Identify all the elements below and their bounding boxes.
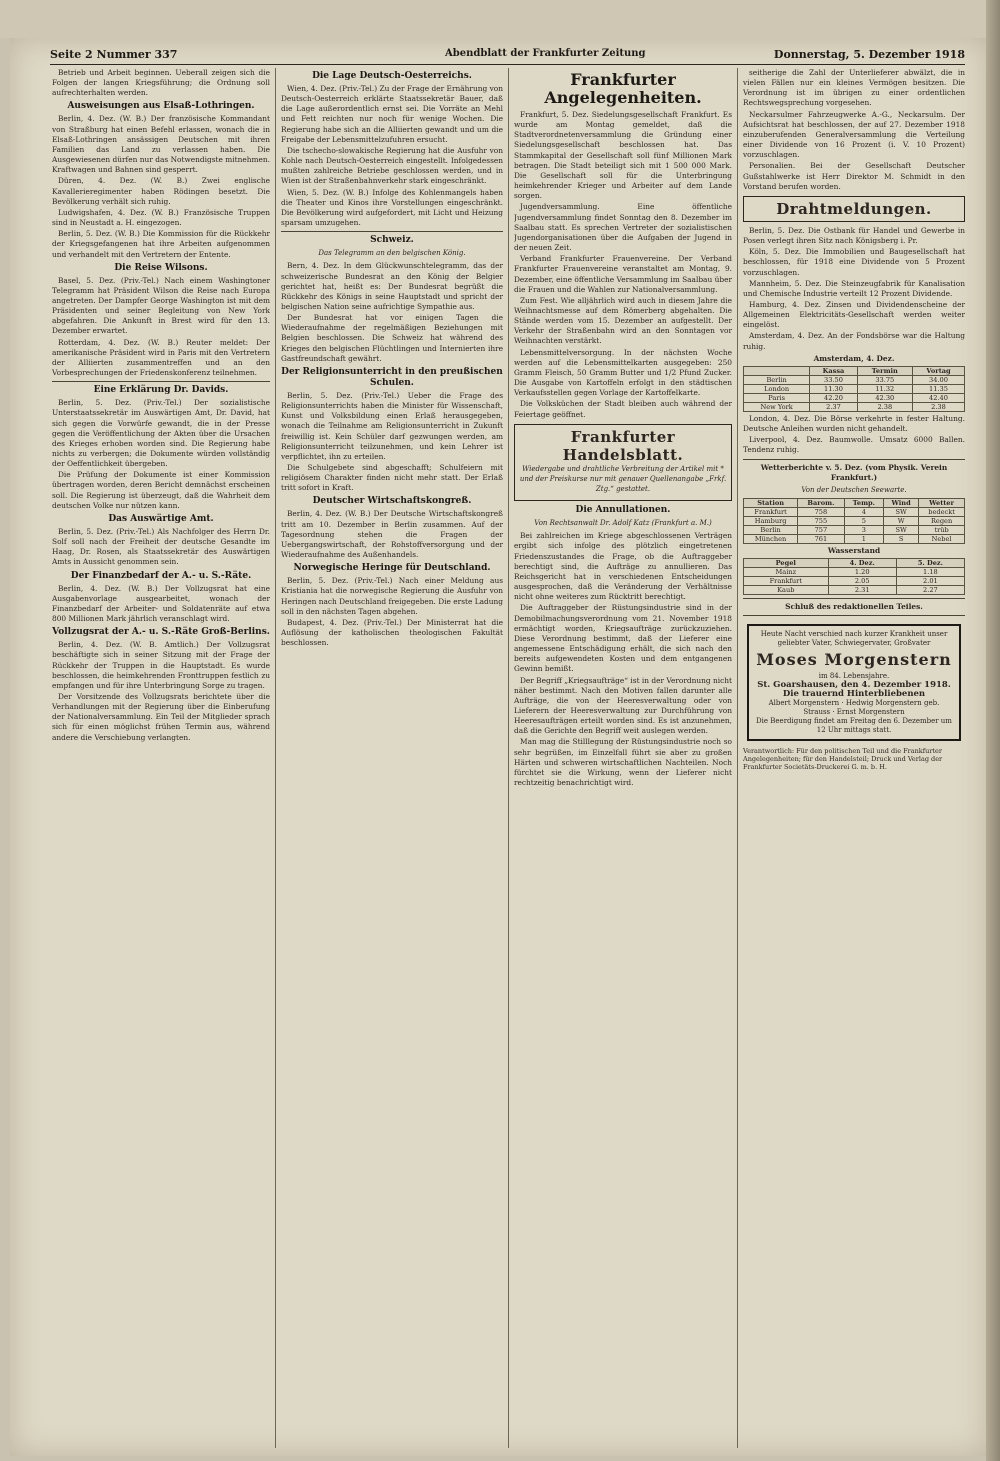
- section-banner-title: Drahtmeldungen.: [776, 199, 932, 218]
- article-text: Berlin, 5. Dez. (W. B.) Die Kommission für die Rückkehr der Kriegsgefangenen hat ihre Arbeiten aufgenommen und verhandelt mit den Vertretern der Entente.: [52, 229, 270, 259]
- section-banner: [514, 424, 732, 501]
- article-heading: Der Religionsunterricht in den preußischen Schulen.: [281, 366, 503, 388]
- article-text: Berlin, 4. Dez. (W. B.) Der Vollzugsrat hat eine Ausgabenvorlage ausgearbeitet, wonach der Finanzbedarf der Arbeiter- und Soldatenräte auf etwa 800 Millionen Mark jährlich veranschlagt wird.: [52, 583, 270, 624]
- table-cell: 2.27: [896, 586, 964, 595]
- table-cell: London: [744, 384, 810, 393]
- article-text: London, 4. Dez. Die Börse verkehrte in fester Haltung. Deutsche Anleihen wurden nicht gehandelt.: [743, 413, 965, 434]
- article-text: Wien, 4. Dez. (Priv.-Tel.) Zu der Frage der Ernährung von Deutsch-Oesterreich erklärte Staatssekretär Bauer, daß die Lage außerordentlich ernst sei. Die Vorräte an Mehl und Fett reichten nur noch für wenige Wochen. Die Regierung habe sich an die Alliierten gewandt und um die Freigabe der Lebensmittelzufuhren ersucht.: [281, 84, 503, 144]
- article-text: Die tschecho-slowakische Regierung hat die Ausfuhr von Kohle nach Deutsch-Oesterreich eingestellt. Infolgedessen mußten zahlreiche Betriebe geschlossen werden, und in Wien ist der Straßenbahnverkehr stark eingeschränkt.: [281, 145, 503, 186]
- death-notice-place: St. Goarshausen, den 4. Dezember 1918.: [757, 680, 951, 691]
- table-row: [744, 577, 965, 586]
- table-row: [744, 384, 965, 393]
- table-title: Amsterdam, 4. Dez.: [813, 353, 895, 363]
- article-heading: Das Auswärtige Amt.: [108, 513, 214, 524]
- table-row: [744, 508, 965, 517]
- death-notice-mourners: Die trauernd Hinterbliebenen: [782, 689, 926, 700]
- article-text: Berlin, 5. Dez. (Priv.-Tel.) Nach einer Meldung aus Kristiania hat die norwegische Regierung die Ausfuhr von Heringen nach Deutschland freigegeben. Die erste Ladung soll in den nächsten Tagen abgehen.: [281, 576, 503, 616]
- table-header-cell: Station: [744, 499, 798, 508]
- article-text: Rotterdam, 4. Dez. (W. B.) Reuter meldet: Der amerikanische Präsident wird in Paris mit den Vertretern der Alliierten zusammentreffen und an den Vorbesprechungen der Friedenskonferenz teilnehmen.: [52, 337, 270, 378]
- table-cell: 3: [844, 526, 883, 535]
- table-cell: 11.32: [857, 384, 912, 393]
- article-heading: Deutscher Wirtschaftskongreß.: [312, 496, 472, 507]
- table-cell: Berlin: [744, 526, 798, 535]
- table-header-cell: Temp.: [844, 499, 883, 508]
- weather-heading: Wetterberichte v. 5. Dez. (vom Physik. Verein Frankfurt.): [760, 462, 948, 482]
- table-cell: Mainz: [744, 568, 829, 577]
- article-heading: Die Annullationen.: [575, 505, 671, 516]
- article-text: seitherige die Zahl der Unterlieferer abwälzt, die in vielen Fällen nur ein kleines Vermögen besitzen. Die Verordnung ist im übrigen zu einer ordentlichen Rechtswegsprechung vorgesehen.: [743, 68, 965, 108]
- table-cell: SW: [884, 526, 919, 535]
- issue-date: Donnerstag, 5. Dezember 1918: [773, 48, 965, 61]
- article-text: Man mag die Stilllegung der Rüstungsindustrie noch so sehr begrüßen, im Einzelfall führt sie aber zu großen Härten und schweren wirtschaftlichen Nachteilen. Noch fürchtet sie die Wirkung, wenn der Lieferer nicht rechtzeitig benachrichtigt wird.: [514, 737, 732, 788]
- table-cell: bedeckt: [919, 508, 965, 517]
- table-header-cell: Termin: [857, 366, 912, 375]
- table-cell: Kaub: [744, 586, 829, 595]
- table-header-row: [744, 366, 965, 375]
- table-row: [744, 393, 965, 402]
- article-text: Basel, 5. Dez. (Priv.-Tel.) Nach einem Washingtoner Telegramm hat Präsident Wilson die Reise nach Europa angetreten. Der Dampfer George Washington ist mit dem Präsidenten und seiner Begleitung von New York abgefahren. Die Ankunft in Brest wird für den 13. Dezember erwartet.: [52, 275, 270, 336]
- masthead: Abendblatt der Frankfurter Zeitung: [445, 48, 646, 59]
- table-header-cell: Barom.: [798, 499, 844, 508]
- article-heading: Der Finanzbedarf der A.- u. S.-Räte.: [70, 570, 252, 581]
- table-cell: 33.75: [857, 375, 912, 384]
- article-text: Der Vorsitzende des Vollzugsrats berichtete über die Verhandlungen mit der Regierung über die Einberufung der Nationalversammlung. Ein Teil der Mitglieder sprach sich für einen möglichst frühen Termin aus, während andere die Verschiebung verlangten.: [52, 691, 270, 742]
- article-text: Berlin, 5. Dez. (Priv.-Tel.) Als Nachfolger des Herrn Dr. Solf soll nach der Freiheit der deutsche Gesandte im Haag, Dr. Rosen, als Staatssekretär des Auswärtigen Amts in Aussicht genommen sein.: [52, 526, 270, 567]
- table-cell: Frankfurt: [744, 508, 798, 517]
- article-text: Der Bundesrat hat vor einigen Tagen die Wiederaufnahme der regelmäßigen Beziehungen mit Belgien beschlossen. Die Schweiz hat während des Krieges den belgischen Flüchtlingen und Internierten ihre Gastfreundschaft gewährt.: [281, 313, 503, 363]
- column-4: [743, 68, 965, 1453]
- table-header-cell: Wind: [884, 499, 919, 508]
- table-cell: W: [884, 517, 919, 526]
- article-heading: Eine Erklärung Dr. Davids.: [93, 385, 229, 396]
- article-text: Zum Fest. Wie alljährlich wird auch in diesem Jahre die Weihnachtsmesse auf dem Römerberg abgehalten. Die Stände werden vom 15. Dezember an aufgestellt. Der Verkehr der Straßenbahn wird an den Sonntagen vor Weihnachten verstärkt.: [514, 295, 732, 346]
- table-row: [744, 535, 965, 544]
- table-cell: Paris: [744, 393, 810, 402]
- article-text: Berlin, 5. Dez. Die Ostbank für Handel und Gewerbe in Posen verlegt ihren Sitz nach Königsberg i. Pr.: [743, 225, 965, 246]
- article-subheading: Das Telegramm an den belgischen König.: [318, 249, 466, 258]
- article-text: Berlin, 4. Dez. (W. B.) Der französische Kommandant von Straßburg hat einen Befehl erlassen, wonach die in Elsaß-Lothringen ansässigen Deutschen mit ihren Familien das Land zu verlassen haben. Die Ausgewiesenen dürfen nur das Notwendigste mitnehmen. Kraftwagen und Bahnen sind gesperrt.: [52, 114, 270, 175]
- binding-edge: [986, 0, 1000, 1461]
- section-banner: [743, 196, 965, 222]
- table-cell: 1.18: [896, 568, 964, 577]
- divider: [281, 231, 503, 232]
- article-text: Berlin, 5. Dez. (Priv.-Tel.) Der sozialistische Unterstaatssekretär im Auswärtigen Amt, Dr. David, hat sich gegen die Vorwürfe gewandt, die in der Presse gegen die Veröffentlichung der Akten über die Ursachen des Krieges erhoben worden sind. Die Regierung habe nichts zu verbergen; die Dokumente würden vollständig der Oeffentlichkeit übergeben.: [52, 398, 270, 469]
- death-notice-name: Moses Morgenstern: [756, 650, 952, 670]
- article-text: Frankfurt, 5. Dez. Siedelungsgesellschaft Frankfurt. Es wurde am Montag gemeldet, daß die Stadtverordnetenversammlung die Gründung einer Siedelungsgesellschaft beschlossen hat. Das Stammkapital der Gesellschaft soll fünf Millionen Mark betragen. Die Stadt beteiligt sich mit 1 500 000 Mark. Die Gesellschaft soll für die Unterbringung heimkehrender Krieger und Arbeiter auf dem Lande sorgen.: [514, 110, 732, 201]
- article-text: Berlin, 4. Dez. (W. B. Amtlich.) Der Vollzugsrat beschäftigte sich in seiner Sitzung mit der Frage der Rückkehr der Truppen in die Hauptstadt. Es wurde beschlossen, die heimkehrenden Fronttruppen festlich zu empfangen und für ihre Unterbringung Sorge zu tragen.: [52, 640, 270, 690]
- article-text: Bern, 4. Dez. In dem Glückwunschtelegramm, das der schweizerische Bundesrat an den König der Belgier gerichtet hat, heißt es: Der Bundesrat begrüßt die Rückkehr des Königs in seine Hauptstadt und spricht der belgischen Nation seine aufrichtige Sympathie aus.: [281, 261, 503, 311]
- table-row: [744, 568, 965, 577]
- table-cell: Regen: [919, 517, 965, 526]
- death-notice-relatives: Albert Morgenstern · Hedwig Morgenstern geb. Strauss · Ernst Morgenstern: [768, 699, 940, 717]
- death-notice-burial: Die Beerdigung findet am Freitag den 6. Dezember um 12 Uhr mittags statt.: [756, 717, 952, 735]
- table-row: [744, 402, 965, 411]
- article-heading: Die Lage Deutsch-Oesterreichs.: [312, 71, 472, 81]
- article-text: Hamburg, 4. Dez. Zinsen und Dividendenscheine der Allgemeinen Elektricitäts-Gesellschaft werden weiter eingelöst.: [743, 299, 965, 330]
- water-level-table: [743, 558, 965, 595]
- weather-table: [743, 498, 965, 544]
- article-text: Lebensmittelversorgung. In der nächsten Woche werden auf die Lebensmittelkarten ausgegeben: 250 Gramm Fleisch, 50 Gramm Butter und 1/2 Pfund Zucker. Die Ausgabe von Kartoffeln erfolgt in den städtischen Verkaufsstellen gegen Vorlage der Kartoffelkarte.: [514, 347, 732, 398]
- table-cell: 42.30: [857, 393, 912, 402]
- article-text: Verband Frankfurter Frauenvereine. Der Verband Frankfurter Frauenvereine veranstaltet am Montag, 9. Dezember, eine öffentliche Versammlung im Saalbau über die Frauen und die Wahlen zur Nationalversammlung.: [514, 254, 732, 294]
- table-cell: 2.38: [857, 402, 912, 411]
- page-header: [50, 46, 965, 65]
- article-text: Budapest, 4. Dez. (Priv.-Tel.) Der Ministerrat hat die Auflösung der katholischen theologischen Fakultät beschlossen.: [281, 617, 503, 648]
- table-row: [744, 526, 965, 535]
- article-text: Köln, 5. Dez. Die Immobilien und Baugesellschaft hat beschlossen, für 1918 eine Dividende von 5 Prozent vorzuschlagen.: [743, 247, 965, 277]
- death-notice: [747, 624, 961, 741]
- article-text: Wien, 5. Dez. (W. B.) Infolge des Kohlenmangels haben die Theater und Kinos ihre Vorstellungen eingeschränkt. Die Bevölkerung wird aufgefordert, mit Licht und Heizung sparsam umzugehen.: [281, 187, 503, 228]
- article-text: Personalien. Bei der Gesellschaft Deutscher Gußstahlwerke ist Herr Direktor M. Schmidt in den Vorstand berufen worden.: [743, 161, 965, 191]
- table-cell: 42.20: [810, 393, 857, 402]
- article-heading: Vollzugsrat der A.- u. S.-Räte Groß-Berlins.: [52, 627, 270, 638]
- table-cell: 11.30: [810, 384, 857, 393]
- table-row: [744, 517, 965, 526]
- column-rule: [508, 68, 509, 1448]
- divider: [743, 459, 965, 460]
- article-heading: Schweiz.: [370, 235, 414, 246]
- article-text: Berlin, 5. Dez. (Priv.-Tel.) Ueber die Frage des Religionsunterrichts haben die Minister für Wissenschaft, Kunst und Volksbildung einen Erlaß herausgegeben, wonach die Teilnahme am Religionsunterricht in Zukunft freiwillig ist. Kein Schüler darf gezwungen werden, am Religionsunterricht teilzunehmen, und kein Lehrer ist verpflichtet, ihn zu erteilen.: [281, 390, 503, 461]
- article-heading: Die Reise Wilsons.: [114, 262, 208, 273]
- column-2: [281, 68, 503, 1453]
- table-cell: 5: [844, 517, 883, 526]
- article-heading: Norwegische Heringe für Deutschland.: [293, 563, 491, 574]
- article-text: Bei zahlreichen im Kriege abgeschlossenen Verträgen ergibt sich infolge des plötzlich eingetretenen Friedenszustandes die Frage, ob die Auftraggeber berechtigt sind, die Aufträge zu annullieren. Das Reichsgericht hat in verschiedenen Entscheidungen ausgesprochen, daß die Veränderung der Verhältnisse nicht ohne weiteres zum Rücktritt berechtigt.: [514, 531, 732, 602]
- editorial-end-line: Schluß des redaktionellen Teiles.: [785, 602, 923, 612]
- table-row: [744, 586, 965, 595]
- table-cell: 2.38: [912, 402, 964, 411]
- table-cell: 42.40: [912, 393, 964, 402]
- death-notice-age: im 84. Lebensjahre.: [818, 672, 890, 681]
- table-cell: New York: [744, 402, 810, 411]
- table-cell: Frankfurt: [744, 577, 829, 586]
- section-banner-note: Wiedergabe und drahtliche Verbreitung der Artikel mit * und der Preiskurse nur mit genauer Quellenangabe „Frkf. Ztg.“ gestattet.: [519, 464, 727, 493]
- table-header-row: [744, 499, 965, 508]
- table-cell: Berlin: [744, 375, 810, 384]
- table-header-cell: 4. Dez.: [828, 559, 896, 568]
- death-notice-intro: Heute Nacht verschied nach kurzer Krankheit unser geliebter Vater, Schwiegervater, Großvater: [760, 630, 948, 648]
- table-cell: 2.31: [828, 586, 896, 595]
- table-cell: 758: [798, 508, 844, 517]
- article-text: Die Volksküchen der Stadt bleiben auch während der Feiertage geöffnet.: [514, 399, 732, 419]
- table-cell: 2.01: [896, 577, 964, 586]
- table-header-cell: [744, 366, 810, 375]
- table-row: [744, 375, 965, 384]
- weather-subheading: Von der Deutschen Seewarte.: [801, 485, 907, 494]
- table-cell: 757: [798, 526, 844, 535]
- table-cell: 1.20: [828, 568, 896, 577]
- divider: [52, 381, 270, 382]
- table-cell: trüb: [919, 526, 965, 535]
- article-text: Jugendversammlung. Eine öffentliche Jugendversammlung findet Sonntag den 8. Dezember im Saalbau statt. Es sprechen Vertreter der sozialistischen Jugendorganisationen über die Aufgaben der Jugend in der neuen Zeit.: [514, 202, 732, 253]
- table-cell: 34.00: [912, 375, 964, 384]
- article-text: Berlin, 4. Dez. (W. B.) Der Deutsche Wirtschaftskongreß tritt am 10. Dezember in Berlin zusammen. Auf der Tagesordnung stehen die Fragen der Uebergangswirtschaft, der Rohstoffversorgung und der Wiederaufnahme des Außenhandels.: [281, 509, 503, 560]
- divider: [743, 598, 965, 599]
- table-header-cell: 5. Dez.: [896, 559, 964, 568]
- article-text: Ludwigshafen, 4. Dez. (W. B.) Französische Truppen sind in Neustadt a. H. eingezogen.: [52, 207, 270, 228]
- article-text: Mannheim, 5. Dez. Die Steinzeugfabrik für Kanalisation und Chemische Industrie verteilt 12 Prozent Dividende.: [743, 278, 965, 298]
- column-1: [52, 68, 270, 1453]
- table-cell: 11.35: [912, 384, 964, 393]
- table-header-cell: Wetter: [919, 499, 965, 508]
- article-text: Amsterdam, 4. Dez. An der Fondsbörse war die Haltung ruhig.: [743, 331, 965, 351]
- table-cell: 2.05: [828, 577, 896, 586]
- table-cell: S: [884, 535, 919, 544]
- article-text: Düren, 4. Dez. (W. B.) Zwei englische Kavallerieregimenter haben Rödingen besetzt. Die Bevölkerung verhält sich ruhig.: [52, 176, 270, 206]
- article-text: Liverpool, 4. Dez. Baumwolle. Umsatz 6000 Ballen. Tendenz ruhig.: [743, 435, 965, 455]
- table-cell: 2.37: [810, 402, 857, 411]
- section-banner-title: Frankfurter Handelsblatt.: [562, 427, 684, 464]
- table-header-cell: Pegel: [744, 559, 829, 568]
- column-rule: [275, 68, 276, 1448]
- table-cell: 4: [844, 508, 883, 517]
- article-text: Die Prüfung der Dokumente ist einer Kommission übertragen worden, deren Bericht demnächst erscheinen soll. Die Regierung ist überzeugt, daß die Wahrheit dem deutschen Volke nur nützen kann.: [52, 470, 270, 510]
- article-text: Der Begriff „Kriegsaufträge“ ist in der Verordnung nicht näher bestimmt. Nach den Motiven fallen darunter alle Aufträge, die von der Heeresverwaltung oder von Lieferern der Heeresverwaltung zur Durchführung von Heeresaufträgen erteilt worden sind. Es ist anzunehmen, daß die Gerichte den Begriff weit auslegen werden.: [514, 675, 732, 736]
- water-level-heading: Wasserstand: [827, 546, 881, 555]
- table-header-row: [744, 559, 965, 568]
- table-cell: SW: [884, 508, 919, 517]
- page-number: Seite 2 Nummer 337: [50, 48, 178, 61]
- table-cell: 761: [798, 535, 844, 544]
- table-cell: 1: [844, 535, 883, 544]
- article-text: Betrieb und Arbeit beginnen. Ueberall zeigen sich die Folgen der langen Kriegsführung; die Ordnung soll aufrechterhalten werden.: [52, 68, 270, 98]
- article-text: Die Auftraggeber der Rüstungsindustrie sind in der Demobilmachungsverordnung vom 21. November 1918 ermächtigt worden, Kriegsaufträge zurückzuziehen. Diese Verordnung bestimmt, daß der Lieferer eine angemessene Entschädigung erhält, die sich nach den bereits aufgewendeten Kosten und dem entgangenen Gewinn bemißt.: [514, 603, 732, 674]
- section-heading: Frankfurter Angelegenheiten.: [544, 70, 702, 107]
- column-3: [514, 68, 732, 1453]
- table-cell: Nebel: [919, 535, 965, 544]
- table-header-cell: Kassa: [810, 366, 857, 375]
- article-heading: Ausweisungen aus Elsaß-Lothringen.: [67, 101, 255, 112]
- article-byline: Von Rechtsanwalt Dr. Adolf Katz (Frankfurt a. M.): [534, 519, 712, 528]
- exchange-rate-table: [743, 366, 965, 412]
- scan-top-margin: [0, 0, 1000, 38]
- table-cell: München: [744, 535, 798, 544]
- article-text: Die Schulgebete sind abgeschafft; Schulfeiern mit religiösem Charakter finden nicht mehr statt. Der Erlaß tritt sofort in Kraft.: [281, 463, 503, 493]
- table-cell: 33.50: [810, 375, 857, 384]
- divider: [743, 615, 965, 616]
- imprint: Verantwortlich: Für den politischen Teil und die Frankfurter Angelegenheiten; für den Handelsteil; Druck und Verlag der Frankfurter Societäts-Druckerei G. m. b. H.: [743, 747, 943, 772]
- table-cell: Hamburg: [744, 517, 798, 526]
- table-header-cell: Vortag: [912, 366, 964, 375]
- article-text: Neckarsulmer Fahrzeugwerke A.-G., Neckarsulm. Der Aufsichtsrat hat beschlossen, der auf 27. Dezember 1918 einzuberufenden Generalversammlung die Verteilung einer Dividende von 16 Prozent (i. V. 10 Prozent) vorzuschlagen.: [743, 109, 965, 160]
- column-rule: [737, 68, 738, 1448]
- table-cell: 755: [798, 517, 844, 526]
